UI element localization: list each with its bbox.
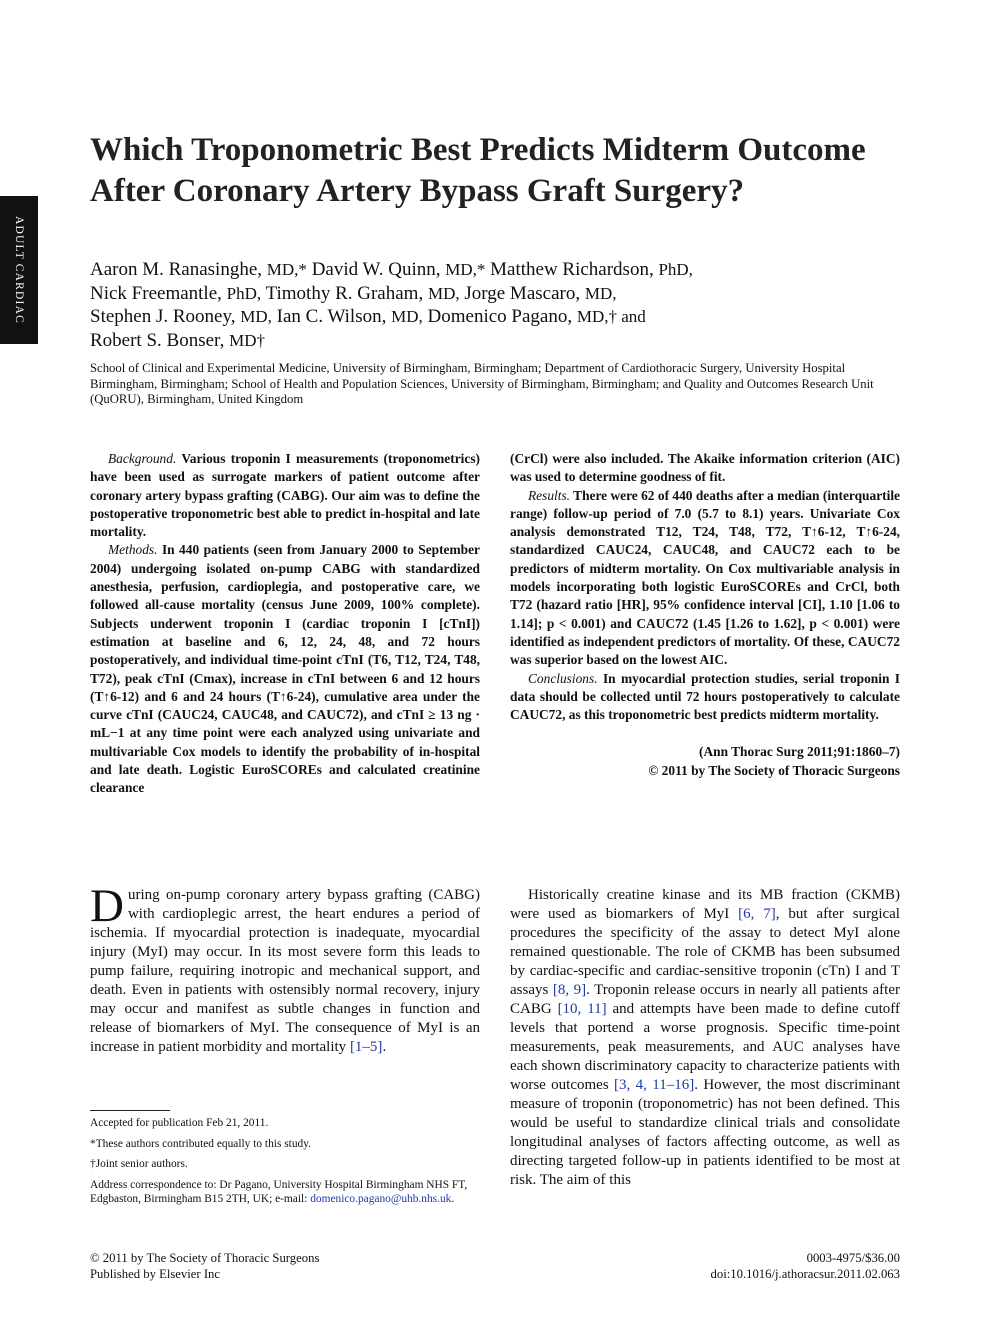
author-name: Matthew Richardson, [490, 259, 654, 280]
paragraph-text: . However, the most discriminant measure of troponin (troponometric) has not been defined. This would be useful to standardize clinical trials and consolidate longitudinal analyses of factors affecting outcome, as well as directing targeted follow-up in patients identified to be most at risk. The aim of this [510, 1077, 901, 1188]
author-degree: MD, [391, 307, 423, 326]
author-name: Aaron M. Ranasinghe, [90, 259, 263, 280]
correspondence-end: . [451, 1193, 455, 1206]
intro-end: . [382, 1039, 387, 1055]
footnote-accepted: Accepted for publication Feb 21, 2011. [90, 1117, 269, 1129]
abstract-right-column [510, 450, 900, 780]
author-degree: PhD, [658, 260, 693, 279]
abstract-methods-text: In 440 patients (seen from January 2000 to September 2004) undergoing isolated on-pump CABG with standardized anesthesia, perfusion, cardioplegia, and postoperative care, we followed all-cause mortality (census June 2009, 100% complete). Subjects underwent troponin I (cardiac troponin I [cTnI]) estimation at baseline and 6, 12, 24, 48, and 72 hours postoperatively, and individual time-point cTnI (T6, T12, T24, T48, T72), peak cTnI (Cmax), increase in cTnI between 6 and 12 hours (T↑6-12) and 6 and 24 hours (T↑6-24), cumulative area under the curve cTnI (CAUC24, CAUC48, and CAUC72), and cTnI ≥ 13 ng · mL−1 at any time point were each analyzed using univariate and multivariable Cox models to identify the probability of in-hospital and late death. Logistic EuroSCOREs and calculated creatinine clearance [90, 542, 480, 796]
author-degree: MD,* [445, 260, 486, 279]
author-degree: PhD, [226, 283, 262, 303]
intro-paragraph [90, 880, 480, 1057]
reference-link[interactable]: [6, 7] [738, 906, 776, 922]
intro-text: uring on-pump coronary artery bypass grafting (CABG) with cardioplegic arrest, the heart endures a period of ischemia. If myocardial protection is inadequate, myocardial injury (MyI) may occur. In its most severe form this leads to pump failure, requiring inotropic and mechanical support, and death. Even in patients with ostensibly normal recovery, injury may occur and manifest as subtle changes in function and release of biomarkers of MyI. The consequence of MyI is an increase in patient morbidity and mortality [90, 887, 480, 1055]
footer-left [90, 1250, 319, 1282]
reference-link[interactable]: [1–5] [349, 1039, 383, 1055]
footer-issn: 0003-4975/$36.00 [806, 1251, 900, 1265]
author-list [90, 258, 850, 352]
affiliations: School of Clinical and Experimental Medicine, University of Birmingham, Birmingham; Department of Cardiothoracic Surgery, University Hospital Birmingham, Birmingham; School of Health and Population Sciences, University of Birmingham, Birmingham; and Quality and Outcomes Research Unit (QuORU), Birmingham, United Kingdom [90, 361, 874, 406]
abstract-results [510, 487, 900, 670]
abstract-left-column [90, 450, 480, 798]
author-name: Timothy R. Graham, [265, 282, 424, 304]
abstract-conclusions-label: Conclusions. [528, 670, 598, 686]
footnotes [90, 1116, 480, 1213]
abstract-methods-label: Methods. [108, 542, 158, 558]
author-degree: MD, [584, 283, 617, 303]
section-tab [0, 196, 38, 344]
author-name: Robert S. Bonser, [90, 329, 225, 351]
section-tab-label: ADULT CARDIAC [13, 216, 25, 324]
abstract-background [90, 450, 480, 541]
author-degree: MD,† and [576, 307, 646, 326]
footer-doi: doi:10.1016/j.athoracsur.2011.02.063 [710, 1267, 900, 1281]
abstract-conclusions-text: In myocardial protection studies, serial troponin I data should be collected until 72 hours postoperatively to calculate CAUC72, as this troponometric best predicts midterm mortality. [510, 670, 900, 723]
paragraph-text: and attempts have been made to define cutoff levels that portend a worse prognosis. Specific time-point measurements, peak measurements, and AUC analyses have each shown discriminatory capacity to characterize patients with worse outcomes [510, 1001, 900, 1093]
abstract-methods-continued: (CrCl) were also included. The Akaike information criterion (AIC) was used to determine goodness of fit. [510, 451, 900, 485]
author-degree: MD,* [266, 260, 307, 279]
reference-link[interactable]: [10, 11] [557, 1001, 607, 1017]
paragraph-text: . Troponin release occurs in nearly all patients after CABG [510, 982, 900, 1017]
citation-line: (Ann Thorac Surg 2011;91:1860–7) [699, 744, 900, 760]
body-right-column [510, 886, 900, 1190]
author-name: Ian C. Wilson, [276, 306, 387, 327]
author-name: Nick Freemantle, [90, 282, 222, 304]
author-name: Jorge Mascaro, [464, 282, 581, 304]
abstract-methods [90, 541, 480, 797]
author-name: Domenico Pagano, [427, 306, 573, 327]
journal-citation [510, 743, 900, 780]
drop-cap: D [90, 880, 124, 932]
footnote-divider [90, 1110, 170, 1111]
footer-publisher: Published by Elsevier Inc [90, 1267, 221, 1281]
abstract-results-text: There were 62 of 440 deaths after a median (interquartile range) follow-up period of 7.0 (5.7 to 8.1) years. Univariate Cox analysis demonstrated T12, T24, T48, T72, T↑6-12, T↑6-24, standardized CAUC24, CAUC48, and CAUC72 each to be predictors of midterm mortality. On Cox multivariable analysis in models incorporating both logistic EuroSCOREs and CrCl, both T72 (hazard ratio [HR], 95% confidence interval [CI], 1.10 [1.06 to 1.14]; p < 0.001) and CAUC72 (1.45 [1.26 to 1.62], p < 0.001) were identified as independent predictors of mortality. Of these, CAUC72 was superior based on the lowest AIC. [510, 487, 900, 668]
reference-link[interactable]: [3, 4, 11–16] [614, 1077, 695, 1093]
footnote-equal-contribution: *These authors contributed equally to this study. [90, 1137, 312, 1150]
abstract-conclusions [510, 670, 900, 725]
author-degree: MD, [240, 307, 272, 326]
paragraph-text: , but after surgical procedures the specificity of the assay to detect MyI alone remained questionable. The role of CKMB has been subsumed by cardiac-specific and cardiac-sensitive troponin (cTn) I and T assays [510, 906, 900, 998]
footer-right [711, 1250, 900, 1282]
footnote-correspondence [90, 1178, 480, 1207]
reference-link[interactable]: [8, 9] [552, 982, 587, 998]
email-link[interactable]: domenico.pagano@uhb.nhs.uk [310, 1193, 452, 1206]
citation-copyright: © 2011 by The Society of Thoracic Surgeons [648, 762, 900, 778]
paragraph-text: Historically creatine kinase and its MB fraction (CKMB) were used as biomarkers of MyI [510, 887, 900, 922]
abstract-background-text: Various troponin I measurements (troponometrics) have been used as surrogate markers of patient outcome after coronary artery bypass grafting (CABG). Our aim was to define the postoperative troponometric best able to predict in-hospital and late mortality. [90, 451, 480, 540]
article-title: Which Troponometric Best Predicts Midterm Outcome After Coronary Artery Bypass Graft Surgery? [90, 132, 866, 209]
abstract-results-label: Results. [528, 487, 571, 503]
author-name: David W. Quinn, [311, 259, 441, 280]
author-degree: MD† [229, 330, 266, 350]
abstract-background-label: Background. [108, 451, 177, 466]
author-degree: MD, [427, 283, 460, 303]
correspondence-text: Address correspondence to: Dr Pagano, University Hospital Birmingham NHS FT, Edgbaston, Birmingham B15 2TH, UK; e-mail: [90, 1178, 468, 1206]
body-left-column [90, 880, 480, 1057]
author-name: Stephen J. Rooney, [90, 306, 236, 327]
history-paragraph [510, 886, 900, 1190]
footer-copyright: © 2011 by The Society of Thoracic Surgeons [90, 1251, 320, 1265]
footnote-joint-senior: †Joint senior authors. [90, 1158, 188, 1171]
